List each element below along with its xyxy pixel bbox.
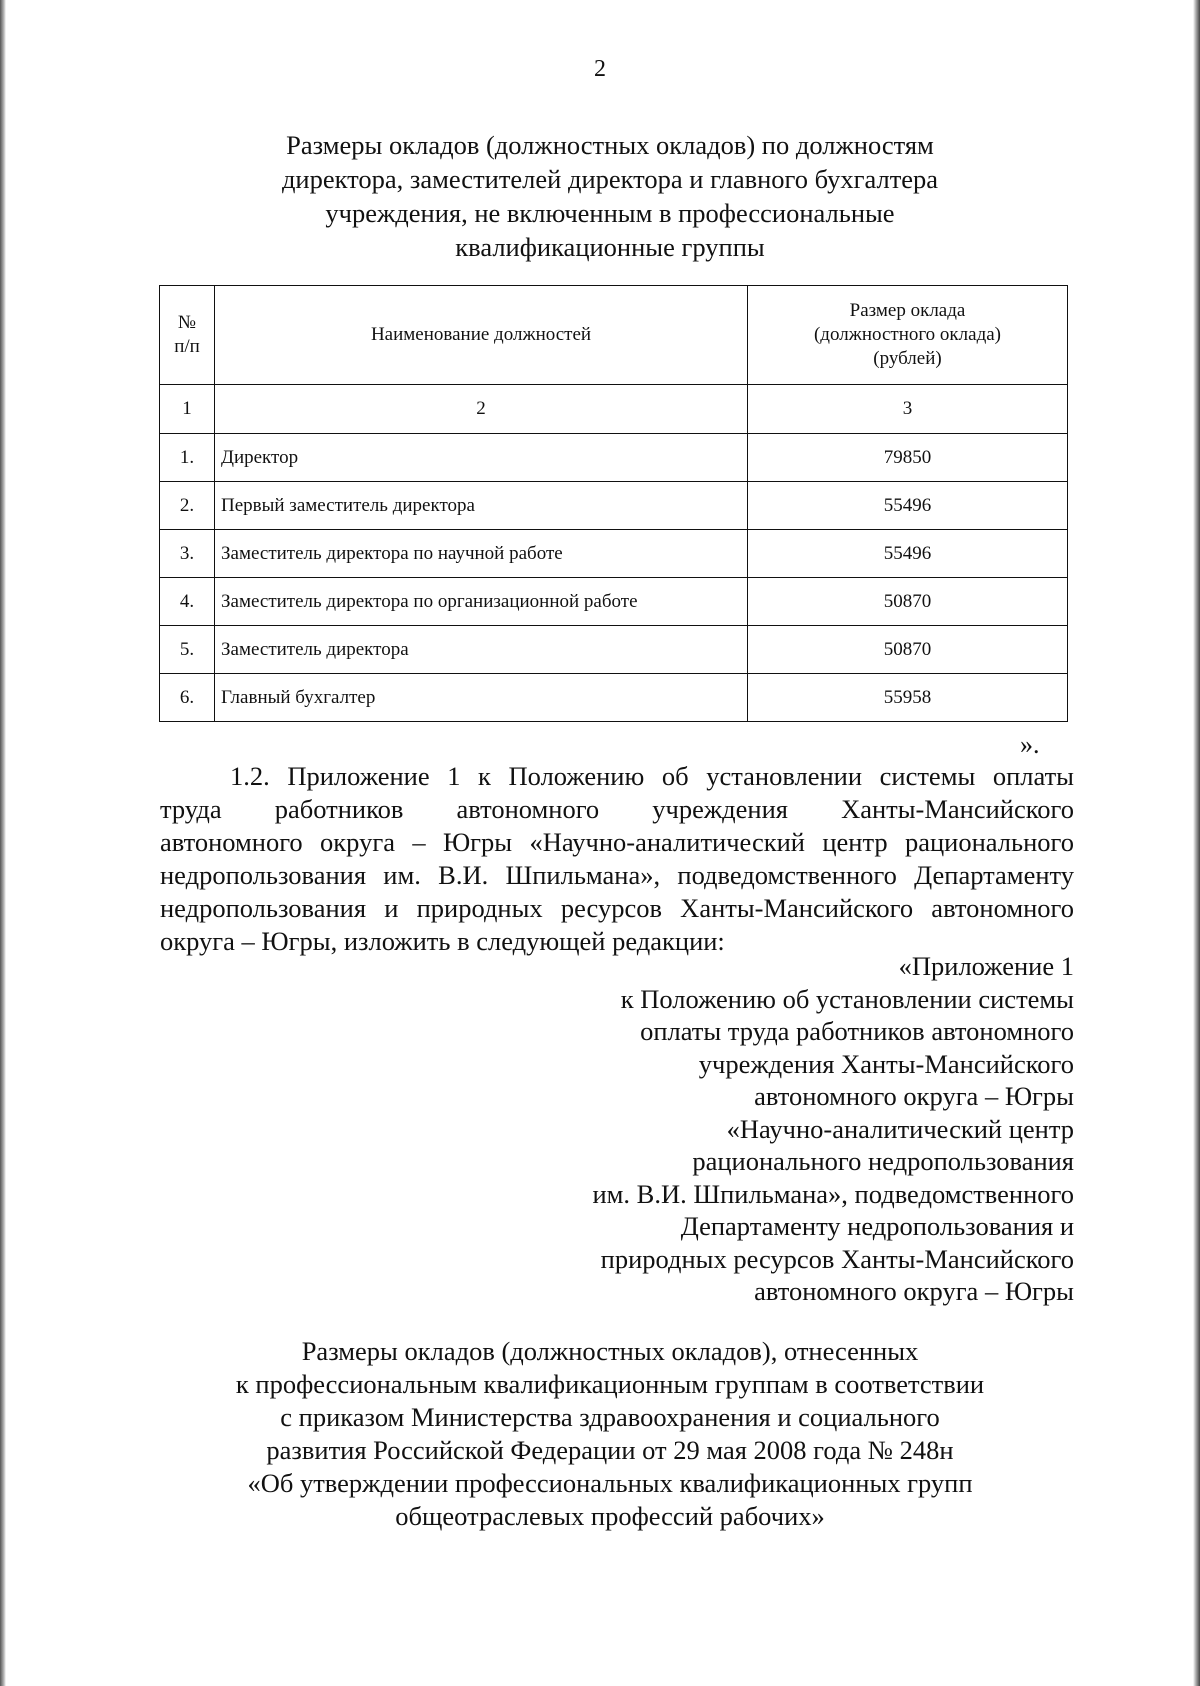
row-salary: 50870 xyxy=(748,578,1068,626)
title-line: развития Российской Федерации от 29 мая 2008 года № 248н xyxy=(266,1435,954,1465)
row-position: Заместитель директора xyxy=(215,626,748,674)
row-position: Главный бухгалтер xyxy=(215,674,748,722)
title-line: директора, заместителей директора и главного бухгалтера xyxy=(281,164,939,194)
table-row xyxy=(160,578,1068,626)
row-position: Директор xyxy=(215,434,748,482)
appendix-line: учреждения Ханты-Мансийского xyxy=(698,1048,1074,1079)
appendix-line: «Научно-аналитический центр xyxy=(726,1113,1074,1144)
row-number: 5. xyxy=(160,626,215,674)
appendix-header xyxy=(500,950,1074,1308)
row-salary: 55496 xyxy=(748,530,1068,578)
title-line: с приказом Министерства здравоохранения и социального xyxy=(280,1402,940,1432)
title-line: к профессиональным квалификационным группам в соответствии xyxy=(235,1369,985,1399)
title-line: квалификационные группы xyxy=(455,232,765,262)
row-salary: 55496 xyxy=(748,482,1068,530)
section-title-management-salaries xyxy=(160,128,1060,264)
row-position: Заместитель директора по научной работе xyxy=(215,530,748,578)
table-cell: 1 xyxy=(160,385,215,434)
title-line: Размеры окладов (должностных окладов), отнесенных xyxy=(301,1336,919,1366)
salary-table xyxy=(159,285,1068,722)
closing-quote: ». xyxy=(1020,730,1040,759)
paragraph-line: автономного округа – Югры «Научно-аналитический центр рационального xyxy=(160,827,1074,857)
appendix-line: им. В.И. Шпильмана», подведомственного xyxy=(592,1178,1074,1209)
appendix-line: оплаты труда работников автономного xyxy=(640,1016,1074,1046)
table-row xyxy=(160,434,1068,482)
row-number: 2. xyxy=(160,482,215,530)
row-number: 1. xyxy=(160,434,215,482)
title-line: «Об утверждении профессиональных квалификационных групп xyxy=(247,1468,973,1498)
appendix-line: к Положению об установлении системы xyxy=(620,983,1074,1014)
table-index-row xyxy=(160,385,1068,434)
table-row xyxy=(160,482,1068,530)
header-number: № п/п xyxy=(160,286,215,385)
table-row xyxy=(160,530,1068,578)
scan-edge-right xyxy=(1193,0,1200,1686)
row-position: Заместитель директора по организационной работе xyxy=(215,578,748,626)
row-number: 4. xyxy=(160,578,215,626)
table-row xyxy=(160,626,1068,674)
header-salary: Размер оклада (должностного оклада) (рублей) xyxy=(748,286,1068,385)
row-salary: 50870 xyxy=(748,626,1068,674)
title-line: учреждения, не включенным в профессиональные xyxy=(325,198,895,228)
paragraph-line: недропользования и природных ресурсов Ханты-Мансийского автономного xyxy=(160,893,1074,923)
paragraph-line: 1.2. Приложение 1 к Положению об установлении системы оплаты xyxy=(230,761,1074,791)
appendix-line: автономного округа – Югры xyxy=(754,1081,1074,1111)
row-position: Первый заместитель директора xyxy=(215,482,748,530)
row-number: 6. xyxy=(160,674,215,722)
appendix-line: природных ресурсов Ханты-Мансийского xyxy=(600,1243,1074,1274)
table-cell: 3 xyxy=(748,385,1068,434)
appendix-line: рационального недропользования xyxy=(692,1146,1074,1176)
row-salary: 79850 xyxy=(748,434,1068,482)
row-salary: 55958 xyxy=(748,674,1068,722)
page-number: 2 xyxy=(594,56,606,82)
paragraph-line: округа – Югры, изложить в следующей редакции: xyxy=(160,926,725,956)
appendix-line: Департаменту недропользования и xyxy=(680,1211,1074,1241)
row-number: 3. xyxy=(160,530,215,578)
paragraph-line: недропользования им. В.И. Шпильмана», подведомственного Департаменту xyxy=(160,860,1074,890)
table-header-row xyxy=(160,286,1068,385)
table-row xyxy=(160,674,1068,722)
table-cell: 2 xyxy=(215,385,748,434)
scan-edge-left xyxy=(0,0,6,1686)
header-position-name: Наименование должностей xyxy=(215,286,748,385)
appendix-line: «Приложение 1 xyxy=(898,951,1074,981)
appendix-line: автономного округа – Югры xyxy=(754,1276,1074,1306)
title-line: Размеры окладов (должностных окладов) по должностям xyxy=(286,130,934,160)
paragraph-1-2 xyxy=(160,760,1074,958)
paragraph-line: труда работников автономного учреждения Ханты-Мансийского xyxy=(160,794,1074,824)
section-title-worker-salaries xyxy=(160,1335,1060,1533)
title-line: общеотраслевых профессий рабочих» xyxy=(395,1501,825,1531)
